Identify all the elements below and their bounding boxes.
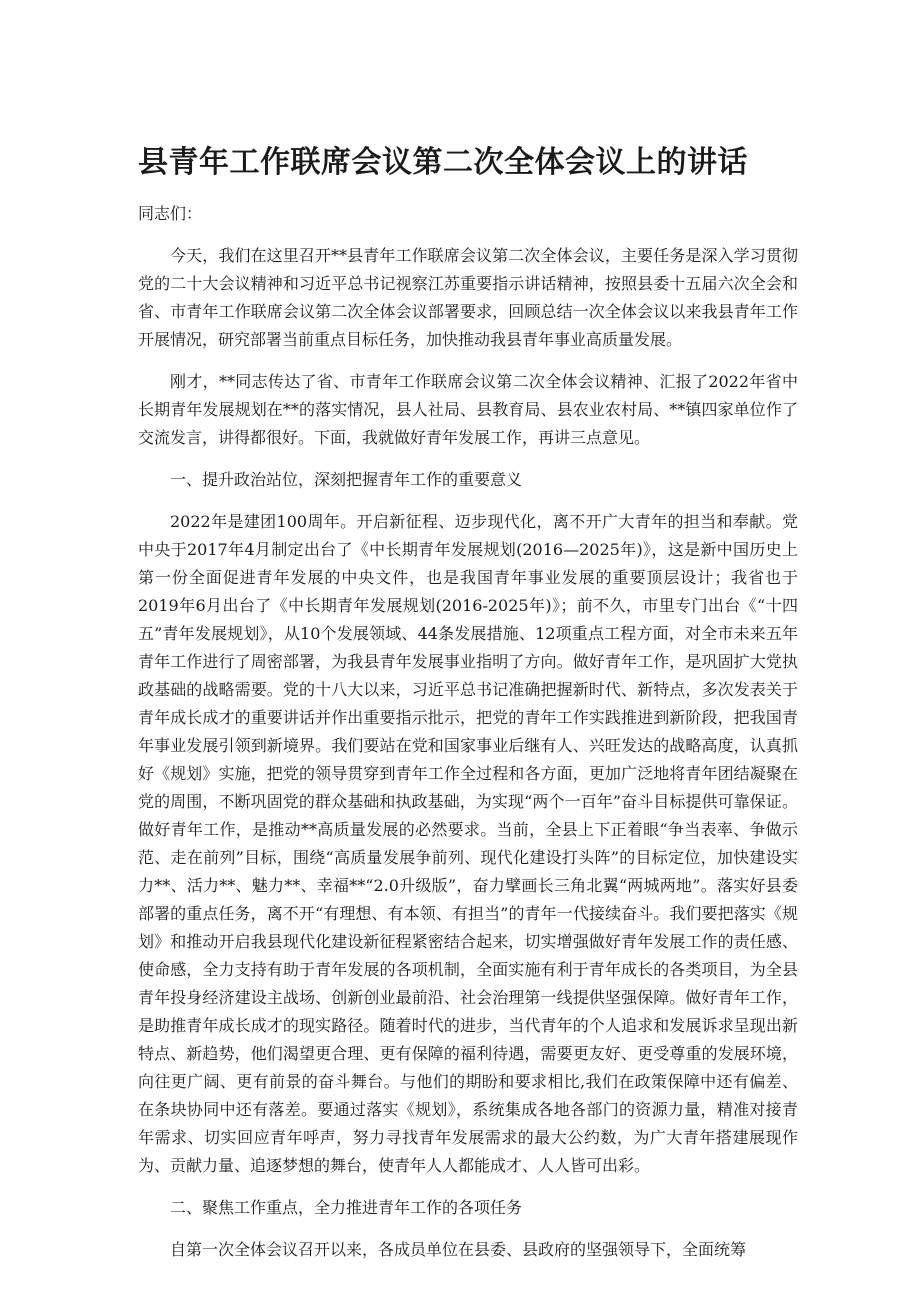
paragraph-intro: 今天，我们在这里召开**县青年工作联席会议第二次全体会议，主要任务是深入学习贯彻党的二十大会议精神和习近平总书记视察江苏重要指示讲话精神，按照县委十五届六次全会和省、市青年工作联席会议第二次全体会议部署要求，回顾总结一次全体会议以来我县青年工作开展情况，研究部署当前重点目标任务，加快推动我县青年事业高质量发展。	[138, 246, 798, 349]
section-heading-2: 二、聚焦工作重点，全力推进青年工作的各项任务	[170, 1198, 523, 1217]
paragraph-section-1: 2022年是建团100周年。开启新征程、迈步现代化，离不开广大青年的担当和奉献。党中央于2017年4月制定出台了《中长期青年发展规划(2016—2025年)》，这是新中国历史上第一份全面促进青年发展的中央文件，也是我国青年事业发展的重要顶层设计；我省也于2019年6月出台了《中长期青年发展规划(2016-2025年)》；前不久，市里专门出台《“十四五”青年发展规划》，从10个发展领域、44条发展措施、12项重点工程方面，对全市未来五年青年工作进行了周密部署，为我县青年发展事业指明了方向。做好青年工作，是巩固扩大党执政基础的战略需要。党的十八大以来，习近平总书记准确把握新时代、新特点，多次发表关于青年成长成才的重要讲话并作出重要指示批示，把党的青年工作实践推进到新阶段，把我国青年事业发展引领到新境界。我们要站在党和国家事业后继有人、兴旺发达的战略高度，认真抓好《规划》实施，把党的领导贯穿到青年工作全过程和各方面，更加广泛地将青年团结凝聚在党的周围，不断巩固党的群众基础和执政基础，为实现“两个一百年”奋斗目标提供可靠保证。做好青年工作，是推动**高质量发展的必然要求。当前，全县上下正着眼“争当表率、争做示范、走在前列”目标，围绕“高质量发展争前列、现代化建设打头阵”的目标定位，加快建设实力**、活力**、魅力**、幸福**“2.0升级版”，奋力擘画长三角北翼“两城两地”。落实好县委部署的重点任务，离不开“有理想、有本领、有担当”的青年一代接续奋斗。我们要把落实《规划》和推动开启我县现代化建设新征程紧密结合起来，切实增强做好青年发展工作的责任感、使命感，全力支持有助于青年发展的各项机制，全面实施有利于青年成长的各类项目，为全县青年投身经济建设主战场、创新创业最前沿、社会治理第一线提供坚强保障。做好青年工作，是助推青年成长成才的现实路径。随着时代的进步，当代青年的个人追求和发展诉求呈现出新特点、新趋势，他们渴望更合理、更有保障的福利待遇，需要更友好、更受尊重的发展环境，向往更广阔、更有前景的奋斗舞台。与他们的期盼和要求相比,我们在政策保障中还有偏差、在条块协同中还有落差。要通过落实《规划》，系统集成各地各部门的资源力量，精准对接青年需求、切实回应青年呼声，努力寻找青年发展需求的最大公约数，为广大青年搭建展现作为、贡献力量、追逐梦想的舞台，使青年人人都能成才、人人皆可出彩。	[138, 512, 798, 1175]
paragraph-section-2: 自第一次全体会议召开以来，各成员单位在县委、县政府的坚强领导下，全面统筹	[170, 1240, 747, 1259]
paragraph-summary: 刚才，**同志传达了省、市青年工作联席会议第二次全体会议精神、汇报了2022年省中长期青年发展规划在**的落实情况，县人社局、县教育局、县农业农村局、**镇四家单位作了交流发言，讲得都很好。下面，我就做好青年发展工作，再讲三点意见。	[138, 372, 798, 447]
document-page	[138, 130, 798, 1264]
greeting: 同志们：	[138, 204, 203, 223]
section-heading-1: 一、提升政治站位，深刻把握青年工作的重要意义	[170, 470, 523, 489]
document-title: 县青年工作联席会议第二次全体会议上的讲话	[138, 145, 748, 180]
